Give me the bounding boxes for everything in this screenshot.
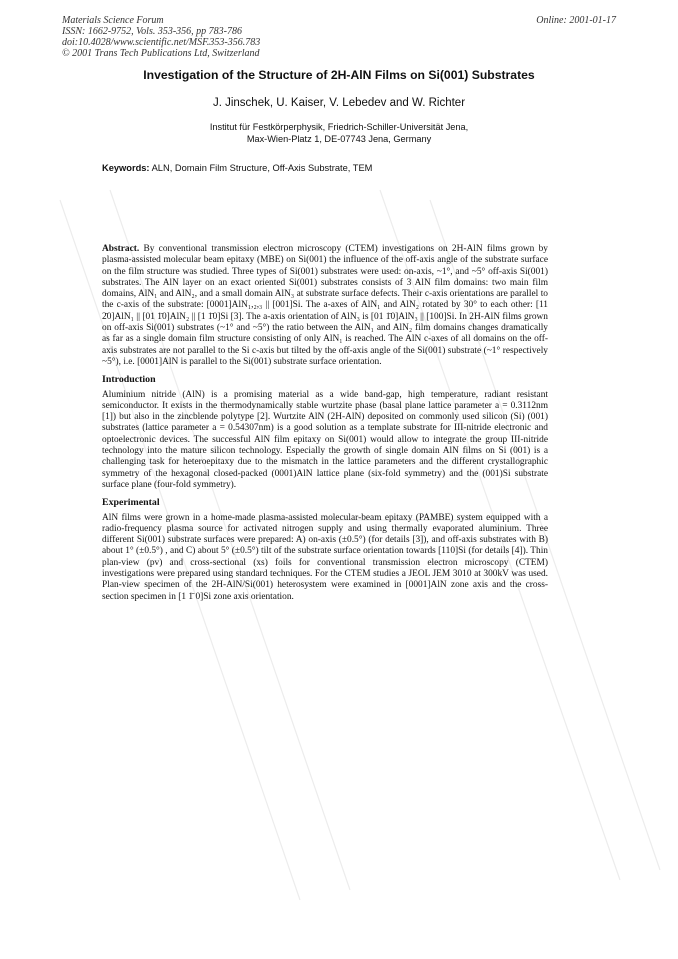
experimental-heading: Experimental [102, 497, 160, 509]
affiliation-line-2: Max-Wien-Platz 1, DE-07743 Jena, Germany [246, 134, 432, 144]
introduction-heading: Introduction [102, 374, 156, 386]
paper-title: Investigation of the Structure of 2H-AlN Films on Si(001) Substrates [143, 68, 535, 82]
online-date: Online: 2001-01-17 [536, 15, 616, 26]
experimental-text: AlN films were grown in a home-made plasma-assisted molecular-beam epitaxy (PAMBE) system equipped with a radio-frequency plasma source for activated nitrogen supply and using thermally evaporated aluminium. Three different Si(001) substrate surfaces were prepared: A) on-axis (±0.5°) (for details [3]), and off-axis substrates with B) about 1° (±0.5°) , and C) about 5° (±0.5°) tilt of the substrate surface orientation towards [110]Si (for details [4]). Thin plan-view (pv) and cross-sectional (xs) foils for conventional transmission electron microscopy (CTEM) investigations were prepared using standard techniques. For the CTEM studies a JEOL JEM 3010 at 300kV was used. Plan-view specimen of the 2H-AlN/Si(001) heterosystem were examined in [0001]AlN zone axis and the cross-section specimen in [1 1̄ 0]Si zone axis orientation. [102, 512, 548, 602]
paper-body [102, 244, 548, 609]
introduction-text: Aluminium nitride (AlN) is a promising material as a wide band-gap, high temperature, radiant resistant semiconductor. It exists in the thermodynamically stable wurtzite phase (basal plane lattice parameter a = 0.3112nm [1]) but also in the zincblende polytype [2]. Wurtzite AlN (2H-AlN) deposited on commonly used silicon (Si) (001) substrates (lattice parameter a = 0.54307nm) is a good solution as a template substrate for III-nitride electronic and optoelectronic devices. The successful AlN film epitaxy on Si(001) would allow to integrate the group III-nitride technology into the mature silicon technology. Especially the growth of single domain AlN films on Si (001) is a challenging task for heteroepitaxy due to the mismatch in the lattice parameters and the different crystallographic symmetry of the hexagonal closed-packed (0001)AlN lattice plane (six-fold symmetry) and the (001)Si substrate surface plane (four-fold symmetry). [102, 389, 548, 490]
abstract-text: By conventional transmission electron microscopy (CTEM) investigations on 2H-AlN films grown by plasma-assisted molecular beam epitaxy (MBE) on Si(001) the influence of the off-axis angle of the substrate surface on the film structure was studied. Three types of Si(001) substrates were used: on-axis, ~1°, and ~5° off-axis Si(001) substrates. The AlN layer on an exact oriented Si(001) substrates consists of 3 AlN film domains: two main film domains, AlN₁ and AlN₂, and a small domain AlN₃ at substrate surface defects. Their c-axis orientations are parallel to the c-axis of the substrate: [0001]AlN₁,₂,₃ || [001]Si. The a-axes of AlN₁ and AlN₂ rotated by 30° to each other: [11 2̄0]AlN₁ || [01 1̄0]AlN₂ || [1 1̄0]Si [3]. The a-axis orientation of AlN₃ is [01 1̄0]AlN₃ || [100]Si. In 2H-AlN films grown on off-axis Si(001) substrates (~1° and ~5°) the ratio between the AlN₁ and AlN₂ film domains changes dramatically as far as a single domain film structure consisting of only AlN₁ is reached. The AlN c-axes of all domains on the off-axis substrates are not parallel to the Si c-axis but tilted by the off-axis angle of the Si(001) substrate (~1° respectively ~5°), i.e. [0001]AlN is parallel to the Si(001) substrate surface orientation. [102, 244, 548, 367]
author-list: J. Jinschek, U. Kaiser, V. Lebedev and W. Richter [212, 97, 466, 109]
issn-line: ISSN: 1662-9752, Vols. 353-356, pp 783-786 [62, 26, 242, 37]
abstract-label: Abstract. [102, 244, 140, 254]
keywords [102, 163, 372, 173]
abstract [102, 244, 548, 368]
journal-header [62, 15, 260, 59]
doi-line[interactable]: doi:10.4028/www.scientific.net/MSF.353-356.783 [62, 37, 261, 48]
journal-name: Materials Science Forum [62, 15, 164, 26]
affiliation-line-1: Institut für Festkörperphysik, Friedrich-Schiller-Universität Jena, [209, 122, 469, 132]
keywords-label: Keywords: [102, 163, 150, 173]
copyright-line: © 2001 Trans Tech Publications Ltd, Switzerland [62, 48, 260, 59]
affiliation [0, 121, 678, 145]
keywords-text: ALN, Domain Film Structure, Off-Axis Substrate, TEM [151, 163, 373, 173]
